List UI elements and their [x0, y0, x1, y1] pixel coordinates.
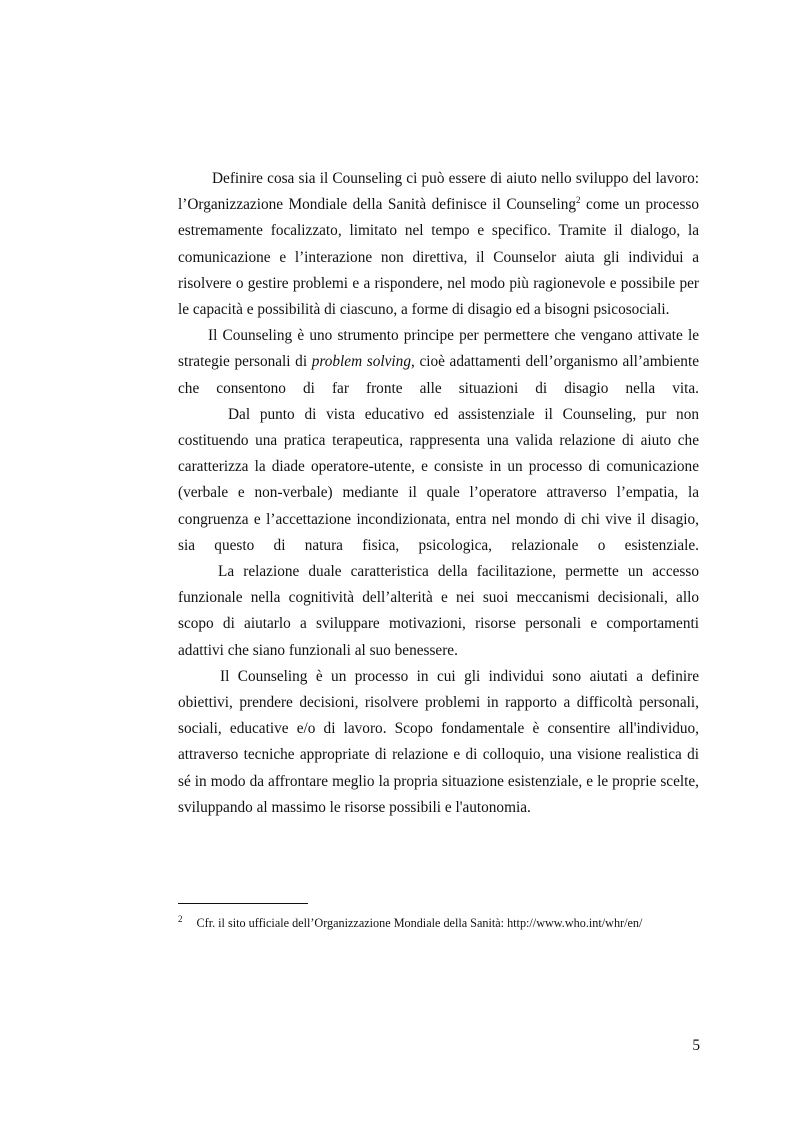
- footnote-divider: [178, 903, 308, 904]
- paragraph-counseling-process: Il Counseling è un processo in cui gli individui sono aiutati a definire obiettivi, prendere decisioni, risolvere problemi in rapporto a difficoltà personali, sociali, educative e/o di lavoro. Scopo fondamentale è consentire all'individuo, attraverso tecniche appropriate di relazione e di colloquio, una visione realistica di sé in modo da affrontare meglio la propria situazione esistenziale, e le proprie scelte, sviluppando al massimo le risorse possibili e l'autonomia.: [178, 667, 699, 816]
- footnote-reference: 2: [576, 195, 581, 206]
- paragraph-educational-view: Dal punto di vista educativo ed assistenziale il Counseling, pur non costituendo una pratica terapeutica, rappresenta una valida relazione di aiuto che caratterizza la diade operatore-utente, e consiste in un processo di comunicazione (verbale e non-verbale) mediante il quale l’operatore attraverso l’empatia, la congruenza e l’accettazione incondizionata, entra nel mondo di chi vive il disagio, sia questo di natura fisica, psicologica, relazionale o esistenziale.: [178, 405, 699, 554]
- footnote: [178, 914, 718, 932]
- paragraph-counseling-definition: Definire cosa sia il Counseling ci può essere di aiuto nello sviluppo del lavoro: l’Organizzazione Mondiale della Sanità definisce il Counseling$^2$ come un processo estremamente focalizzato, limitato nel tempo e specifico. Tramite il dialogo, la comunicazione e l’interazione non direttiva, il Counselor aiuta gli individui a risolvere o gestire problemi e a rispondere, nel modo più ragionevole e possibile per le capacità e possibilità di ciascuno, a forme di disagio ed a bisogni psicosociali.: [178, 170, 699, 319]
- paragraph-problem-solving: Il Counseling è uno strumento principe per permettere che vengano attivate le strategie personali di problem solving, cioè adattamenti dell’organismo all’ambiente che consentono di far fronte alle situazioni di disagio nella vita.: [178, 327, 699, 397]
- page-number: 5: [692, 1037, 700, 1054]
- footnote-text: Cfr. il sito ufficiale dell’Organizzazione Mondiale della Sanità: http://www.who.int/whr/en/: [196, 916, 643, 930]
- body-text: [178, 166, 699, 821]
- emphasis-problem-solving: problem solving: [311, 353, 411, 371]
- paragraph-dual-relation: La relazione duale caratteristica della facilitazione, permette un accesso funzionale nella cognitività dell’alterità e nei suoi meccanismi decisionali, allo scopo di aiutarlo a sviluppare motivazioni, risorse personali e comportamenti adattivi che siano funzionali al suo benessere.: [178, 563, 699, 659]
- footnote-mark: 2: [178, 913, 183, 924]
